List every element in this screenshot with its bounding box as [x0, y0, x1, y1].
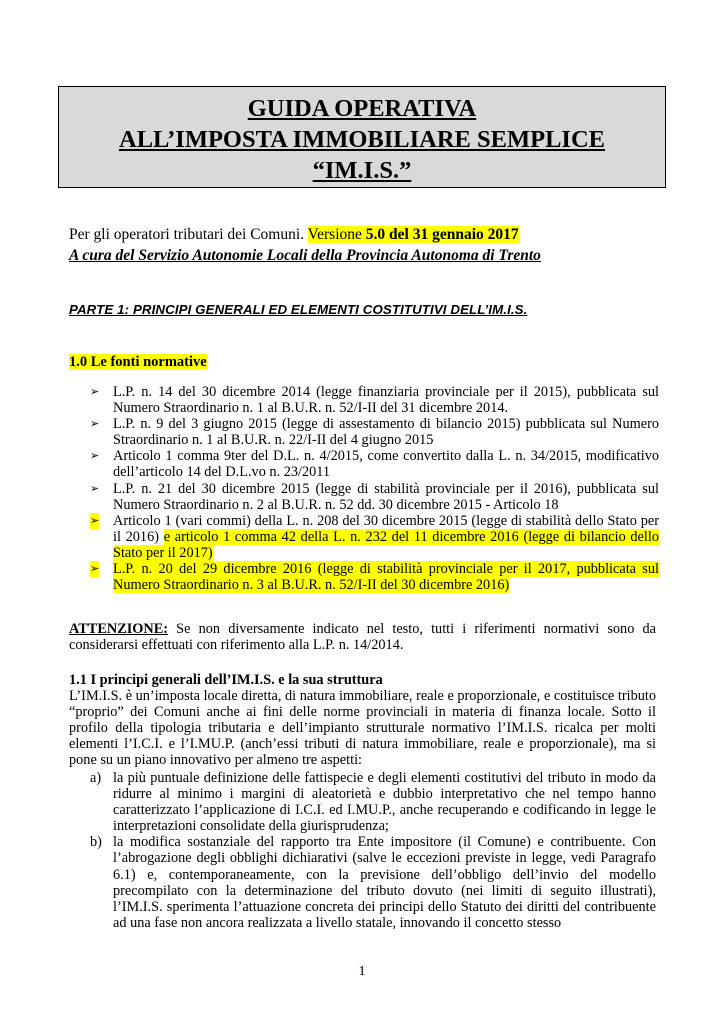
arrow-bullet-icon: ➢ [90, 449, 100, 463]
list-item [69, 834, 656, 931]
list-item-highlight: e articolo 1 comma 42 della L. n. 232 del 11 dicembre 2016 (legge di bilancio dello Stato per il 2017) [113, 528, 660, 561]
title-line-2: ALL’IMPOSTA IMMOBILIARE SEMPLICE [119, 126, 605, 153]
list-item [69, 481, 659, 513]
title-line-3: “IM.I.S.” [312, 157, 412, 184]
list-item [69, 416, 659, 448]
title-line-1: GUIDA OPERATIVA [247, 95, 477, 122]
list-item-text: la più puntuale definizione delle fattispecie e degli elementi costitutivi del tributo in modo da ridurre al minimo i margini di aleatorietà e dubbio interpretativo che nel tempo hanno caratterizzato l’applicazione di I.C.I. ed I.MU.P., anche recuperando e codificando in legge le interpretazioni consolidate della giurisprudenza; [113, 770, 656, 835]
section-1-1-body: L’IM.I.S. è un’imposta locale diretta, di natura immobiliare, reale e proporzionale, e costituisce tributo “proprio” dei Comuni anche ai fini delle norme provinciali in materia di finanza locale. Sotto il profilo della tipologia tributaria e dell’impianto strutturale normativo l’IM.I.S. ricalca per molti elementi l’I.C.I. e l’I.MU.P. (anch’essi tributi di natura immobiliare, reale e proporzionale), ma si pone su un piano innovativo per almeno tre aspetti: [69, 688, 656, 769]
attention-note [69, 621, 656, 653]
list-item-text: Articolo 1 (vari commi) della L. n. 208 del 30 dicembre 2015 (legge di stabilità dello Stato per il 2016) [113, 512, 659, 545]
list-item [69, 513, 659, 561]
list-item-text: L.P. n. 21 del 30 dicembre 2015 (legge di stabilità provinciale per il 2016), pubblicata sul Numero Straordinario n. 2 al B.U.R. n. 52 dd. 30 dicembre 2015 - Articolo 18 [113, 480, 659, 513]
list-item [69, 384, 659, 416]
list-item [69, 448, 659, 480]
part1-heading: PARTE 1: PRINCIPI GENERALI ED ELEMENTI COSTITUTIVI DELL’IM.I.S. [69, 302, 528, 317]
attention-label: ATTENZIONE: [69, 621, 169, 637]
version-highlight [308, 226, 519, 243]
arrow-bullet-icon: ➢ [90, 561, 99, 577]
list-item [69, 561, 659, 593]
curator-line: A cura del Servizio Autonomie Locali della Provincia Autonoma di Trento [69, 247, 541, 264]
title-box [58, 86, 666, 188]
arrow-bullet-icon: ➢ [90, 513, 99, 529]
aspects-list [69, 770, 656, 931]
list-item [69, 770, 656, 834]
section-1-0-label: 1.0 Le fonti normative [69, 354, 207, 370]
list-item-text: Articolo 1 comma 9ter del D.L. n. 4/2015, come convertito dalla L. n. 34/2015, modificativo dell’articolo 14 del D.L.vo n. 23/2011 [113, 448, 659, 481]
page-number: 1 [358, 964, 366, 979]
intro-line [69, 225, 519, 245]
arrow-bullet-icon: ➢ [90, 385, 100, 398]
list-item-text: la modifica sostanziale del rapporto tra Ente impositore (il Comune) e contribuente. Con l’abrogazione degli obblighi dichiarativi (salve le eccezioni previste in legge, vedi Paragrafo 6.1) e, contemporaneamente, con la previsione dell’obbligo dell’invio del modello precompilato con la determinazione del tributo dovuto (nei limiti di seguito illustrati), l’IM.I.S. sperimenta l’attuazione concreta dei principi dello Statuto dei diritti del contribuente ad una fase non ancora realizzata a livello statale, innovando il concetto stesso [113, 834, 656, 931]
arrow-bullet-icon: ➢ [90, 481, 100, 495]
arrow-bullet-icon: ➢ [90, 417, 100, 431]
list-item-text: L.P. n. 14 del 30 dicembre 2014 (legge finanziaria provinciale per il 2015), pubblicata sul Numero Straordinario n. 1 al B.U.R. n. 52/I-II del 31 dicembre 2014. [113, 384, 659, 417]
intro-prefix: Per gli operatori tributari dei Comuni. [69, 226, 308, 243]
attention-text: Se non diversamente indicato nel testo, tutti i riferimenti normativi sono da considerarsi effettuati con riferimento alla L.P. n. 14/2014. [69, 621, 656, 654]
list-item-text: L.P. n. 9 del 3 giugno 2015 (legge di assestamento di bilancio 2015) pubblicata sul Numero Straordinario n. 1 al B.U.R. n. 22/I-II del 4 giugno 2015 [113, 416, 659, 449]
section-1-0-heading [69, 353, 207, 371]
list-marker: a) [90, 770, 102, 786]
version-word: Versione [307, 226, 366, 243]
section-1-1-heading: 1.1 I principi generali dell’IM.I.S. e la sua struttura [69, 672, 383, 688]
sources-list [69, 384, 659, 593]
list-item-highlight: L.P. n. 20 del 29 dicembre 2016 (legge di stabilità provinciale per il 2017, pubblicata sul Numero Straordinario n. 3 al B.U.R. n. 52/I-II del 30 dicembre 2016) [113, 561, 659, 594]
version-date: 5.0 del 31 gennaio 2017 [365, 226, 519, 243]
list-marker: b) [90, 834, 102, 851]
